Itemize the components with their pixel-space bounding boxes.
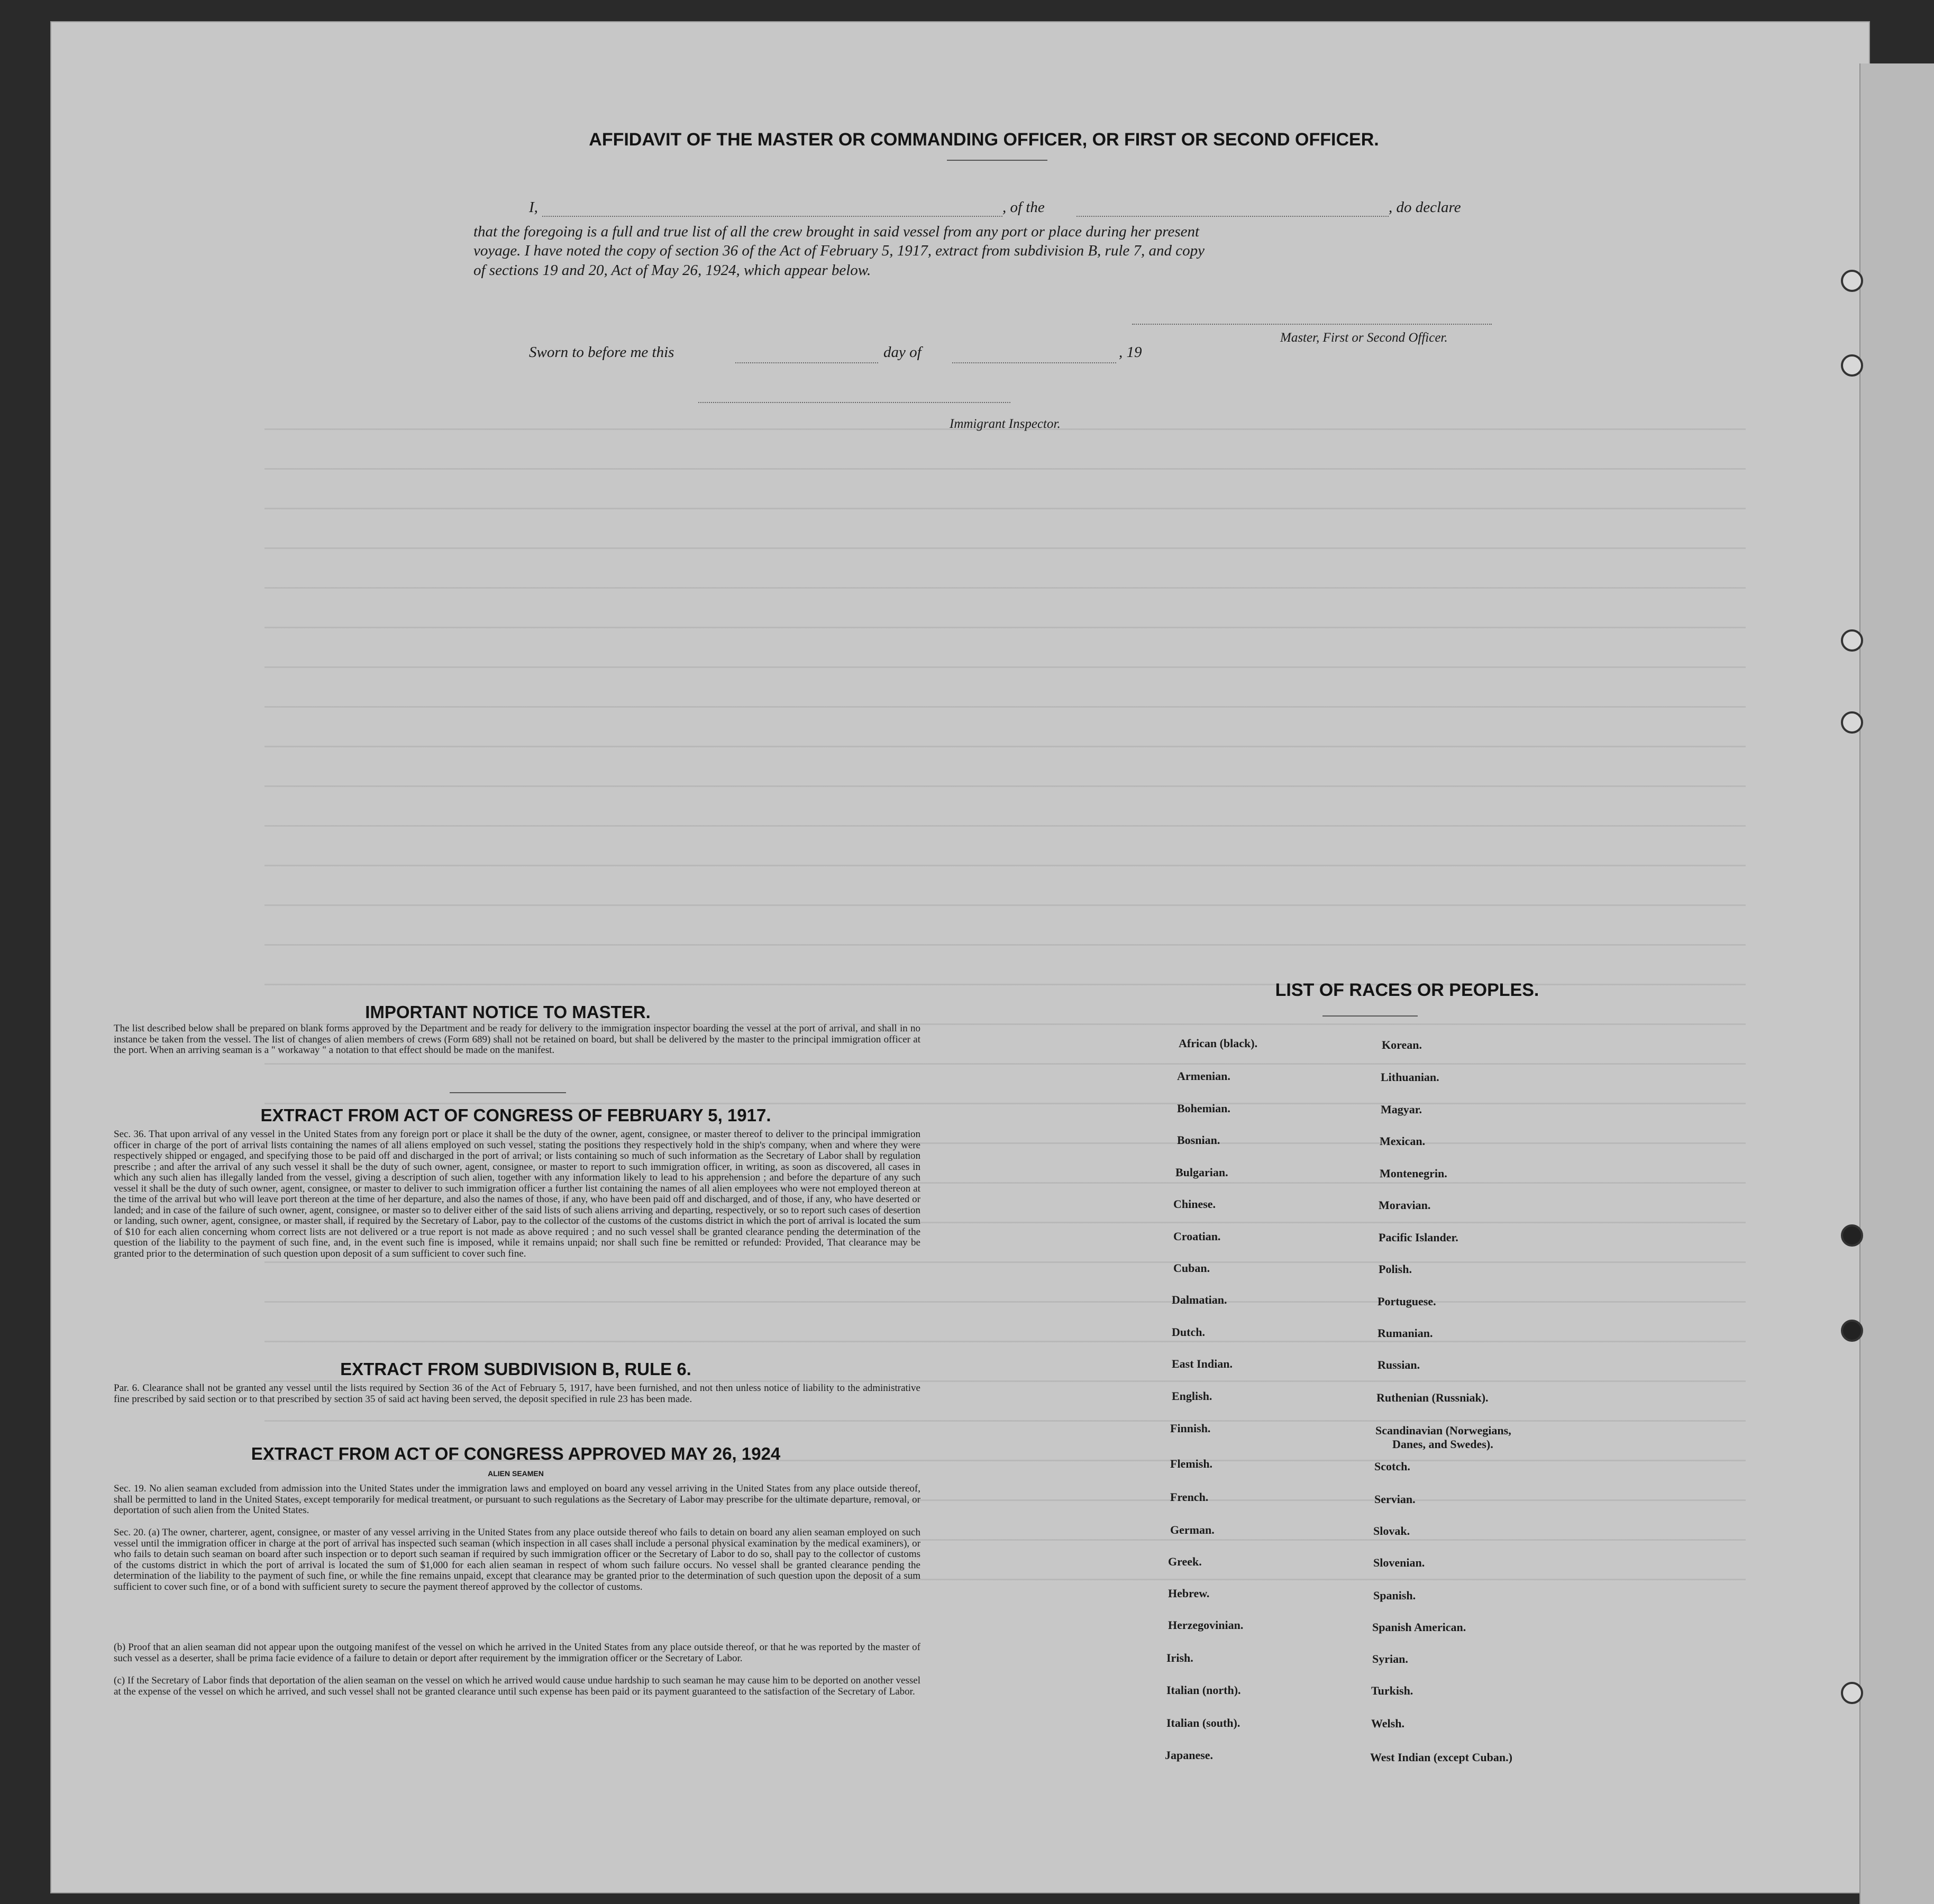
binder-hole-1 — [1841, 270, 1863, 292]
affidavit-line-2: that the foregoing is a full and true list of all the crew brought in said vessel from any port or place during her present — [473, 223, 1200, 240]
race-item: Dutch. — [1172, 1325, 1205, 1339]
race-item: Rumanian. — [1377, 1326, 1433, 1340]
extract-1924-sec20b: (b) Proof that an alien seaman did not appear upon the outgoing manifest of the vessel on which he arrived in the United States from any place outside thereof, or that he was reported by the master of such vessel as a deserter, shall be prima facie evidence of a failure to detain or deport after requirement by the immigration officer or the Secretary of Labor. — [114, 1642, 920, 1664]
notice-text: The list described below shall be prepared on blank forms approved by the Department and be ready for delivery to the immigration inspector boarding the vessel at the port of arrival, and shall in no instance be taken from the vessel. The list of changes of alien members of crews (Form 689) shall not be retained on board, but shall be delivered by the master to the principal immigration officer at the port. When an arriving seaman is a " workaway " a notation to that effect should be made on the manifest. — [114, 1023, 920, 1056]
race-item: Russian. — [1377, 1358, 1420, 1371]
race-item: Lithuanian. — [1381, 1070, 1439, 1084]
race-item: Polish. — [1379, 1262, 1412, 1276]
race-item: West Indian (except Cuban.) — [1370, 1751, 1512, 1764]
race-item: Spanish American. — [1372, 1621, 1466, 1634]
race-item: Korean. — [1382, 1038, 1422, 1051]
race-item: Italian (north). — [1166, 1683, 1241, 1697]
race-item: Chinese. — [1173, 1197, 1216, 1211]
race-item: Moravian. — [1379, 1198, 1431, 1212]
race-item: Montenegrin. — [1380, 1167, 1447, 1180]
race-item: Magyar. — [1381, 1103, 1422, 1116]
race-item: Portuguese. — [1377, 1295, 1436, 1308]
race-item: Danes, and Swedes). — [1392, 1438, 1493, 1451]
sworn-text: Sworn to before me this — [529, 344, 674, 361]
title-underline — [947, 160, 1047, 161]
races-underline — [1322, 1015, 1418, 1017]
notice-title: IMPORTANT NOTICE TO MASTER. — [365, 1002, 651, 1022]
race-item: Bosnian. — [1177, 1133, 1220, 1147]
race-item: Dalmatian. — [1172, 1293, 1227, 1306]
race-item: Armenian. — [1177, 1069, 1230, 1083]
races-title: LIST OF RACES OR PEOPLES. — [1275, 980, 1539, 1000]
extract-1917-title: EXTRACT FROM ACT OF CONGRESS OF FEBRUARY 5, 1917. — [260, 1105, 771, 1125]
race-item: Hebrew. — [1168, 1587, 1210, 1600]
race-item: French. — [1170, 1490, 1209, 1504]
binder-hole-6 — [1841, 1320, 1863, 1342]
race-item: German. — [1170, 1523, 1215, 1536]
notice-rule — [450, 1092, 566, 1093]
race-item: Ruthenian (Russniak). — [1376, 1391, 1489, 1404]
race-item: Irish. — [1166, 1651, 1193, 1664]
affidavit-line-3: voyage. I have noted the copy of section 36 of the Act of February 5, 1917, extract from subdivision B, rule 7, and copy — [473, 242, 1205, 259]
day-of-text: day of — [883, 344, 922, 361]
race-item: Scandinavian (Norwegians, — [1375, 1424, 1511, 1437]
signature-caption: Master, First or Second Officer. — [1280, 331, 1448, 345]
race-item: Flemish. — [1170, 1457, 1213, 1470]
sworn-month-blank[interactable] — [952, 362, 1116, 363]
race-item: Greek. — [1168, 1555, 1202, 1568]
race-item: Spanish. — [1373, 1589, 1416, 1602]
name-blank[interactable] — [542, 216, 1002, 217]
inspector-caption: Immigrant Inspector. — [950, 417, 1061, 431]
race-item: Welsh. — [1371, 1717, 1404, 1730]
race-item: Slovenian. — [1373, 1556, 1425, 1569]
race-item: Italian (south). — [1166, 1716, 1240, 1729]
extract-1924-sec20a: Sec. 20. (a) The owner, charterer, agent, consignee, or master of any vessel arriving in the United States from any place outside thereof who fails to detain on board any alien seaman employed on such vessel until the immigration officer in charge at the port of arrival has inspected such seaman (which inspection in all cases shall include a personal physical examination by the medical examiners), or who fails to detain such seaman on board after such inspection or to deport such seaman if required by such immigration officer or the Secretary of Labor to do so, shall pay to the collector of customs of the customs district in which the port of arrival is located the sum of $1,000 for each alien seaman in respect of whom such failure occurs. No vessel shall be granted clearance pending the determination of the liability to the payment of such fine, or while the fine remains unpaid, except that clearance may be granted prior to the determination of such question upon the deposit of a sum sufficient to cover such fine, or of a bond with sufficient surety to secure the payment thereof approved by the collector of customs. — [114, 1527, 920, 1592]
rule6-text: Par. 6. Clearance shall not be granted any vessel until the lists required by Section 36 of the Act of February 5, 1917, have been furnished, and not then unless notice of liability to the administrative fine prescribed by said section or to that prescribed by section 35 of said act having been served, the deposit specified in rule 23 has been made. — [114, 1383, 920, 1405]
bleed-through-margin — [1859, 63, 1934, 1904]
rule6-title: EXTRACT FROM SUBDIVISION B, RULE 6. — [340, 1359, 691, 1379]
extract-1924-sec20c: (c) If the Secretary of Labor finds that deportation of the alien seaman on the vessel on which he arrived would cause undue hardship to such seaman he may cause him to be deported on another vessel at the expense of the vessel on which he arrived, and such vessel shall not be granted clearance until such expense has been paid or its payment guaranteed to the satisfaction of the Secretary of Labor. — [114, 1675, 920, 1697]
binder-hole-4 — [1841, 711, 1863, 734]
extract-1924-title: EXTRACT FROM ACT OF CONGRESS APPROVED MAY 26, 1924 — [251, 1444, 781, 1463]
race-item: East Indian. — [1172, 1357, 1233, 1370]
inspector-line[interactable] — [698, 402, 1010, 403]
race-item: Pacific Islander. — [1379, 1231, 1458, 1244]
race-item: Herzegovinian. — [1168, 1618, 1244, 1632]
affidavit-of-the: , of the — [1002, 199, 1045, 216]
vessel-blank[interactable] — [1077, 216, 1389, 217]
race-item: Turkish. — [1371, 1684, 1413, 1697]
binder-hole-7 — [1841, 1682, 1863, 1704]
race-item: Bohemian. — [1177, 1102, 1230, 1115]
extract-1924-subtitle: ALIEN SEAMEN — [488, 1469, 544, 1478]
race-item: Bulgarian. — [1175, 1166, 1228, 1179]
sworn-day-blank[interactable] — [735, 362, 878, 363]
affidavit-declare: , do declare — [1389, 199, 1461, 216]
race-item: Croatian. — [1173, 1230, 1221, 1243]
race-item: Scotch. — [1374, 1460, 1410, 1473]
affidavit-i: I, — [529, 199, 538, 216]
signature-line[interactable] — [1132, 324, 1492, 325]
race-item: Slovak. — [1373, 1524, 1410, 1537]
race-item: Servian. — [1374, 1493, 1416, 1506]
race-item: Syrian. — [1372, 1652, 1408, 1665]
binder-hole-5 — [1841, 1224, 1863, 1247]
race-item: Finnish. — [1170, 1422, 1211, 1435]
race-item: English. — [1172, 1389, 1212, 1403]
affidavit-title: AFFIDAVIT OF THE MASTER OR COMMANDING OFFICER, OR FIRST OR SECOND OFFICER. — [589, 130, 1379, 150]
extract-1917-text: Sec. 36. That upon arrival of any vessel in the United States from any foreign port or place it shall be the duty of the owner, agent, consignee, or master thereof to deliver to the principal immigration officer in charge of the port of arrival lists containing the names of all aliens employed on such vessel, stating the positions they respectively hold in the ship's company, when and where they were respectively shipped or engaged, and specifying those to be paid off and discharged in the port of arrival; or lists containing so much of such information as the Secretary of Labor shall by regulation prescribe ; and after the arrival of any such vessel it shall be the duty of such owner, agent, consignee, or master to report to such immigration officer, in writing, as soon as discovered, all cases in which any such alien has illegally landed from the vessel, giving a description of such alien, together with any information likely to lead to his apprehension ; and before the departure of any such vessel it shall be the duty of such owner, agent, consignee, or master to deliver to such immigration officer a further list containing the names of all alien employees who were not employed thereon at the time of the arrival but who will leave port thereon at the time of her departure, and also the names of those, if any, who have been paid off and discharged, and of those, if any, who have deserted or landed; and in case of the failure of such owner, agent, consignee, or master so to deliver either of the said lists of such aliens arriving and departing, respectively, or so to report such cases of desertion or landing, such owner, agent, consignee, or master shall, if required by the Secretary of Labor, pay to the collector of the customs of the customs district in which the port of arrival is located the sum of $10 for each alien concerning whom correct lists are not delivered or a true report is not made as above required ; and no such vessel shall be granted clearance pending the determination of the question of the liability to the payment of such fine, and, in the event such fine is imposed, while it remains unpaid; nor shall such fine be remitted or refunded: Provided, That clearance may be granted prior to the determination of such question upon deposit of a sum sufficient to cover such fine. — [114, 1129, 920, 1259]
race-item: Cuban. — [1173, 1261, 1210, 1275]
binder-hole-2 — [1841, 354, 1863, 377]
affidavit-line-4: of sections 19 and 20, Act of May 26, 1924, which appear below. — [473, 262, 871, 279]
year-text: , 19 — [1119, 344, 1142, 361]
binder-hole-3 — [1841, 629, 1863, 652]
race-item: Mexican. — [1380, 1134, 1426, 1148]
race-item: African (black). — [1179, 1037, 1258, 1050]
extract-1924-sec19: Sec. 19. No alien seaman excluded from admission into the United States under the immigration laws and employed on board any vessel arriving in the United States from any place outside thereof, shall be permitted to land in the United States, except temporarily for medical treatment, or pursuant to such regulations as the Secretary of Labor may prescribe for the ultimate departure, removal, or deportation of such alien from the United States. — [114, 1483, 920, 1516]
race-item: Japanese. — [1165, 1749, 1214, 1762]
